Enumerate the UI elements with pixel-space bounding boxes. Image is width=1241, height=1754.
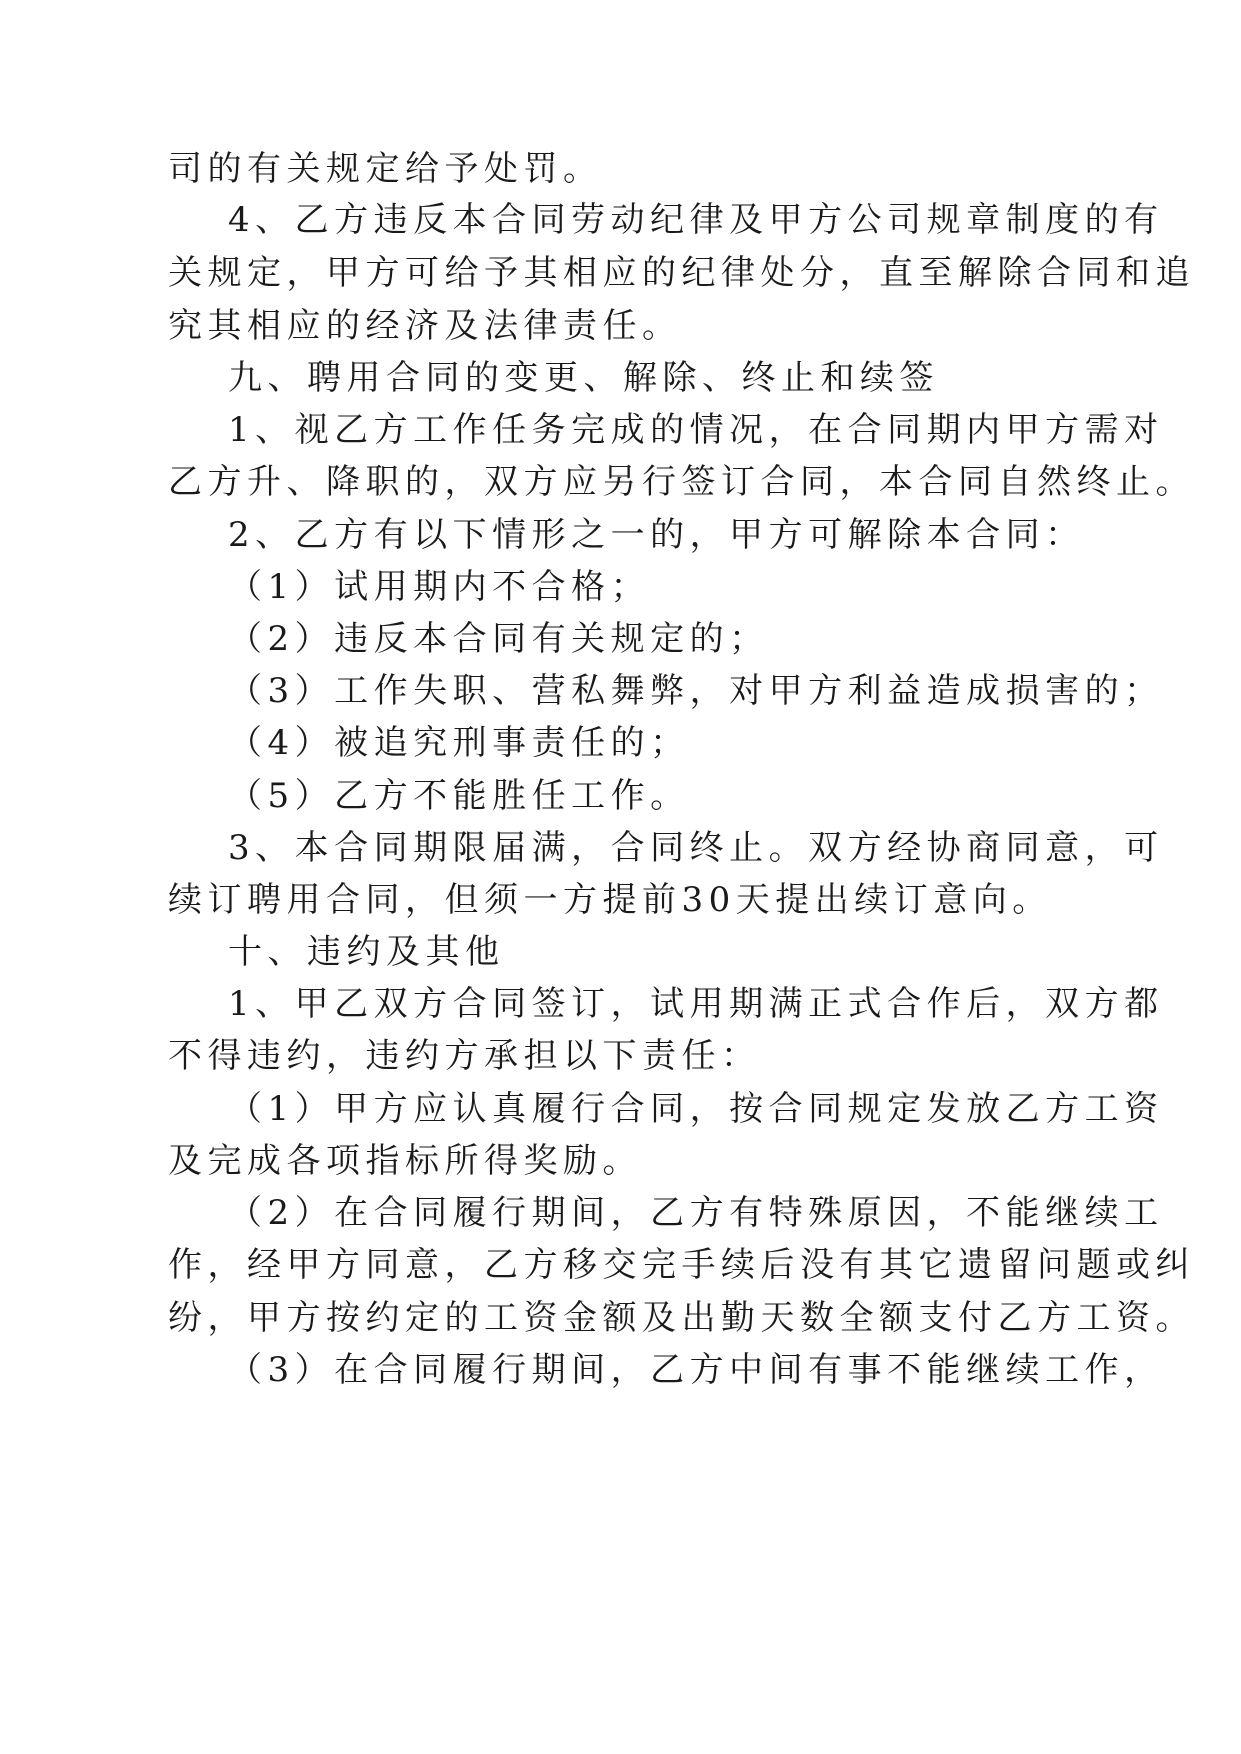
text-line: 续订聘用合同，但须一方提前30天提出续订意向。 — [168, 880, 1052, 920]
text-line: 及完成各项指标所得奖励。 — [168, 1141, 642, 1181]
text-line: 2、乙方有以下情形之一的，甲方可解除本合同： — [228, 515, 1085, 555]
section-heading: 十、违约及其他 — [228, 932, 505, 972]
text-line: 4、乙方违反本合同劳动纪律及甲方公司规章制度的有 — [228, 200, 1164, 240]
text-line: 关规定，甲方可给予其相应的纪律处分，直至解除合同和追 — [168, 253, 1195, 293]
section-heading: 九、聘用合同的变更、解除、终止和续签 — [228, 358, 939, 398]
text-line: （2）在合同履行期间，乙方有特殊原因，不能继续工 — [228, 1193, 1164, 1233]
text-line: （3）在合同履行期间，乙方中间有事不能继续工作， — [228, 1350, 1164, 1390]
text-line: 不得违约，违约方承担以下责任： — [168, 1036, 761, 1076]
text-line: （1）试用期内不合格； — [228, 567, 651, 607]
text-line: 司的有关规定给予处罚。 — [168, 149, 603, 189]
text-line: （5）乙方不能胜任工作。 — [228, 776, 690, 816]
text-line: 1、甲乙双方合同签订，试用期满正式合作后，双方都 — [228, 984, 1164, 1024]
text-line: 究其相应的经济及法律责任。 — [168, 306, 682, 346]
text-line: 纷，甲方按约定的工资金额及出勤天数全额支付乙方工资。 — [168, 1298, 1195, 1338]
text-line: 作，经甲方同意，乙方移交完手续后没有其它遗留问题或纠 — [168, 1245, 1195, 1285]
text-line: （1）甲方应认真履行合同，按合同规定发放乙方工资 — [228, 1089, 1164, 1129]
text-line: 1、视乙方工作任务完成的情况，在合同期内甲方需对 — [228, 410, 1164, 450]
text-line: （2）违反本合同有关规定的； — [228, 619, 769, 659]
text-line: 乙方升、降职的，双方应另行签订合同，本合同自然终止。 — [168, 462, 1195, 502]
text-line: （4）被追究刑事责任的； — [228, 723, 690, 763]
text-line: （3）工作失职、营私舞弊，对甲方利益造成损害的； — [228, 671, 1164, 711]
text-line: 3、本合同期限届满，合同终止。双方经协商同意，可 — [228, 828, 1164, 868]
